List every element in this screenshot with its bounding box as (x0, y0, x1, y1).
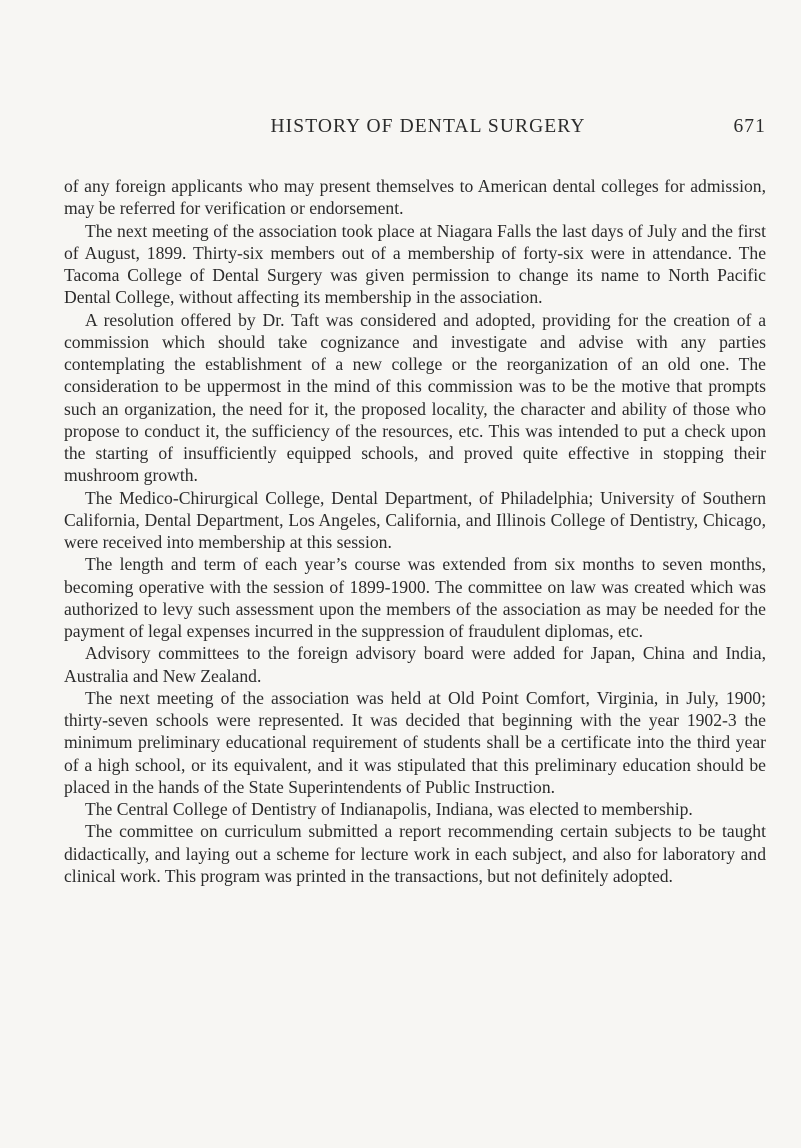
running-head (64, 116, 766, 142)
paragraph-continuation: of any foreign applicants who may present themselves to American dental colleges for admission, may be referred for verification or endorsement. (64, 176, 766, 219)
paragraph: The length and term of each year’s course was extended from six months to seven months, becoming operative with the session of 1899-1900. The committee on law was created which was authorized to levy such assessment upon the members of the association as may be needed for the payment of legal expenses incurred in the suppression of fraudulent diplomas, etc. (64, 554, 766, 641)
paragraph: The Medico-Chirurgical College, Dental Department, of Philadelphia; University of Southern California, Dental Department, Los Angeles, California, and Illinois College of Dentistry, Chicago, were received into membership at this session. (64, 487, 766, 552)
page-number: 671 (733, 116, 766, 137)
page-title: HISTORY OF DENTAL SURGERY (270, 116, 586, 137)
paragraph: The committee on curriculum submitted a report recommending certain subjects to be taught didactically, and laying out a scheme for lecture work in each subject, and also for laboratory and clinical work. This program was printed in the transactions, but not definitely adopted. (64, 821, 766, 886)
paragraph: A resolution offered by Dr. Taft was considered and adopted, providing for the creation of a commission which should take cognizance and investigate and advise with any parties contemplating the establishment of a new college or the reorganization of an old one. The consideration to be uppermost in the mind of this commission was to be the motive that prompts such an organization, the need for it, the proposed locality, the character and ability of those who propose to conduct it, the sufficiency of the resources, etc. This was intended to put a check upon the starting of insufficiently equipped schools, and proved quite effective in stopping their mushroom growth. (64, 309, 766, 486)
body-text (64, 175, 766, 887)
paragraph: The next meeting of the association was held at Old Point Comfort, Virginia, in July, 1900; thirty-seven schools were represented. It was decided that beginning with the year 1902-3 the minimum preliminary educational requirement of students shall be a certificate into the third year of a high school, or its equivalent, and it was stipulated that this preliminary education should be placed in the hands of the State Superintendents of Public Instruction. (64, 687, 766, 797)
paragraph: The next meeting of the association took place at Niagara Falls the last days of July and the first of August, 1899. Thirty-six members out of a membership of forty-six were in attendance. The Tacoma College of Dental Surgery was given permission to change its name to North Pacific Dental College, without affecting its membership in the association. (64, 220, 766, 308)
paragraph: The Central College of Dentistry of Indianapolis, Indiana, was elected to membership. (85, 799, 693, 819)
paragraph: Advisory committees to the foreign advisory board were added for Japan, China and India, Australia and New Zealand. (64, 643, 766, 686)
